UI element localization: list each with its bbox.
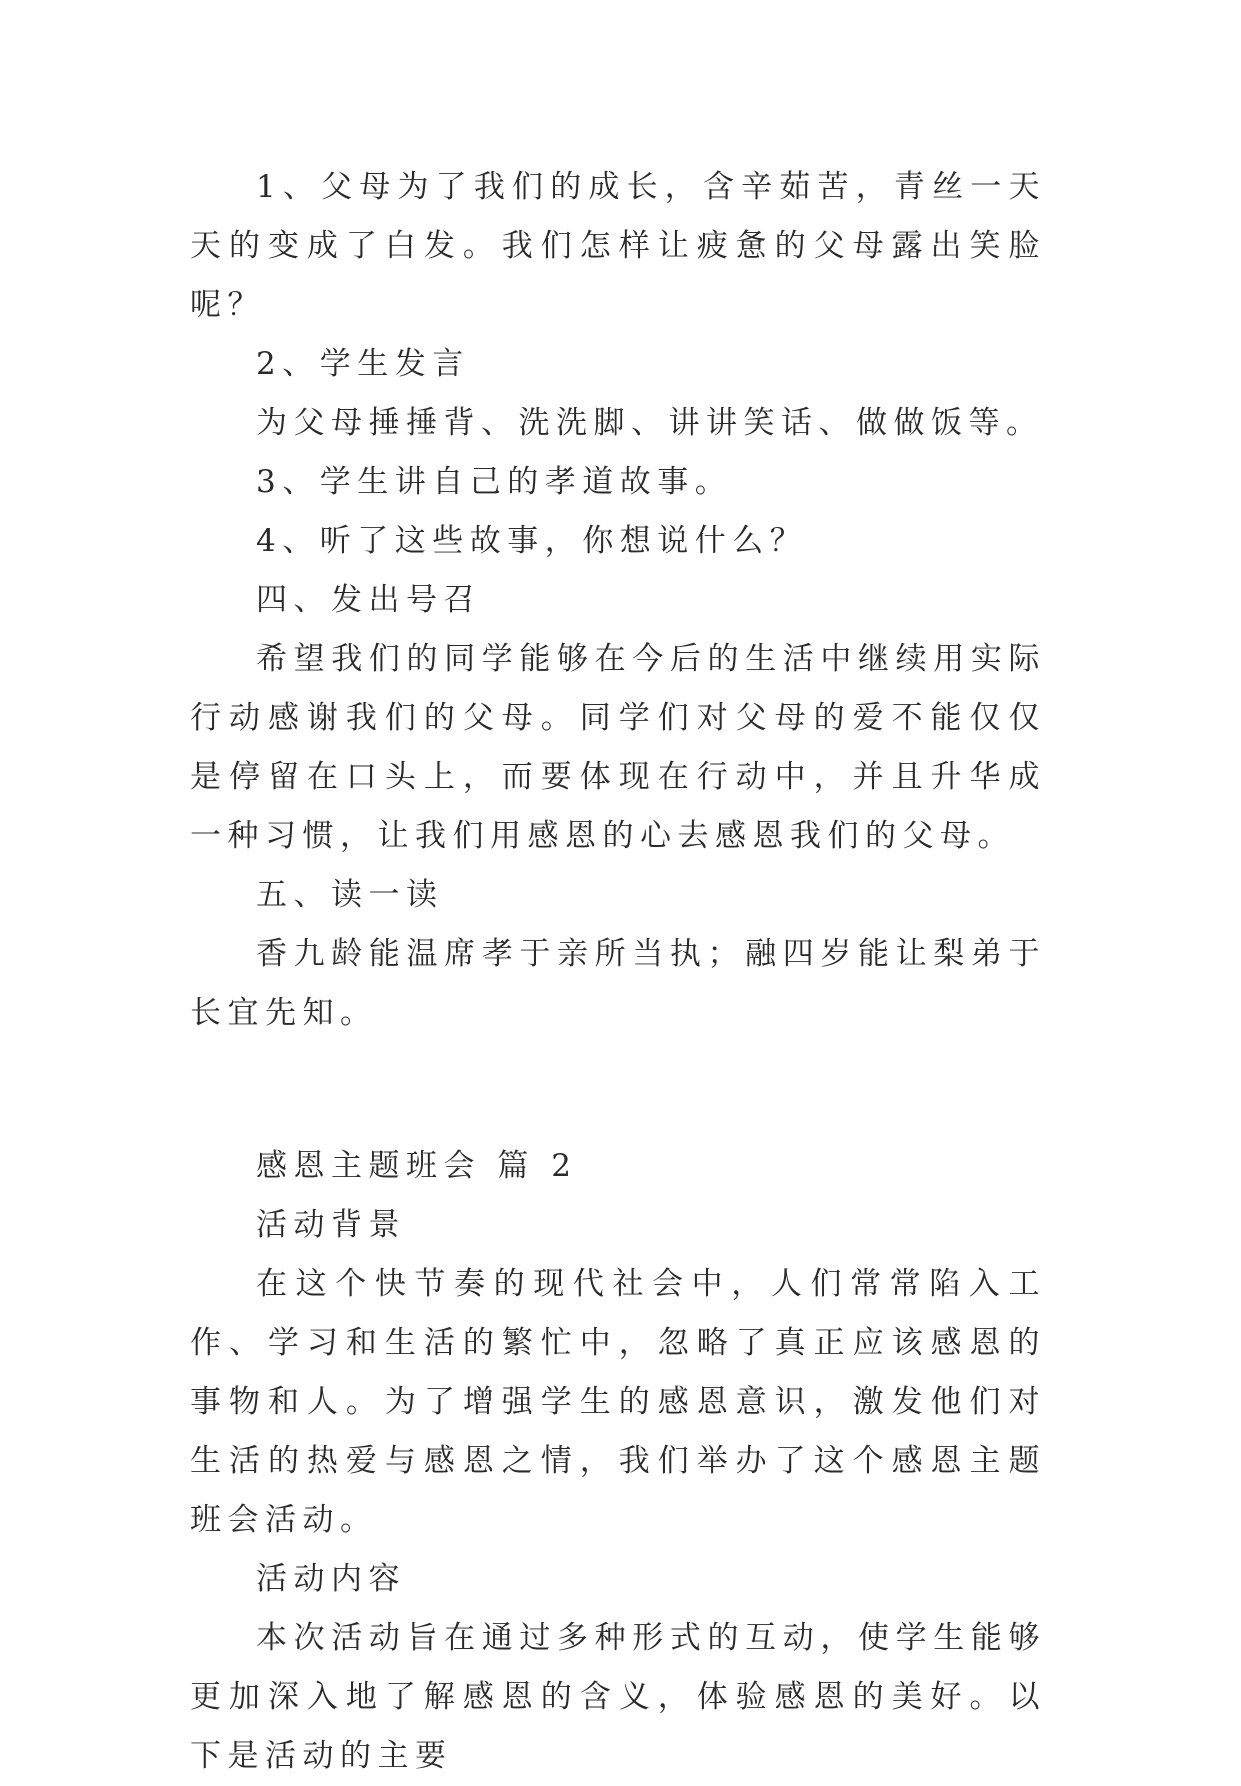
section-heading: 活动内容 bbox=[256, 1561, 406, 1597]
document-page bbox=[190, 158, 1046, 1786]
list-item: 4、听了这些故事，你想说什么？ bbox=[256, 523, 808, 559]
section-spacer bbox=[190, 1043, 1046, 1137]
paragraph: 本次活动旨在通过多种形式的互动，使学生能够更加深入地了解感恩的含义，体验感恩的美好。以下是活动的主要 bbox=[190, 1620, 1046, 1774]
article-title: 感恩主题班会 篇 2 bbox=[256, 1148, 578, 1184]
section-heading: 活动背景 bbox=[256, 1207, 406, 1243]
paragraph: 在这个快节奏的现代社会中，人们常常陷入工作、学习和生活的繁忙中，忽略了真正应该感恩的事物和人。为了增强学生的感恩意识，激发他们对生活的热爱与感恩之情，我们举办了这个感恩主题班会活动。 bbox=[190, 1266, 1046, 1538]
section-heading: 五、读一读 bbox=[256, 877, 444, 913]
list-item: 3、学生讲自己的孝道故事。 bbox=[256, 464, 733, 500]
list-item: 2、学生发言 bbox=[256, 346, 470, 382]
paragraph: 1、父母为了我们的成长，含辛茹苦，青丝一天天的变成了白发。我们怎样让疲惫的父母露出笑脸呢？ bbox=[190, 169, 1046, 323]
section-heading: 四、发出号召 bbox=[256, 582, 481, 618]
paragraph: 香九龄能温席孝于亲所当执；融四岁能让梨弟于长宜先知。 bbox=[190, 936, 1046, 1031]
paragraph: 为父母捶捶背、洗洗脚、讲讲笑话、做做饭等。 bbox=[256, 405, 1044, 441]
paragraph: 希望我们的同学能够在今后的生活中继续用实际行动感谢我们的父母。同学们对父母的爱不能仅仅是停留在口头上，而要体现在行动中，并且升华成一种习惯，让我们用感恩的心去感恩我们的父母。 bbox=[190, 641, 1046, 854]
